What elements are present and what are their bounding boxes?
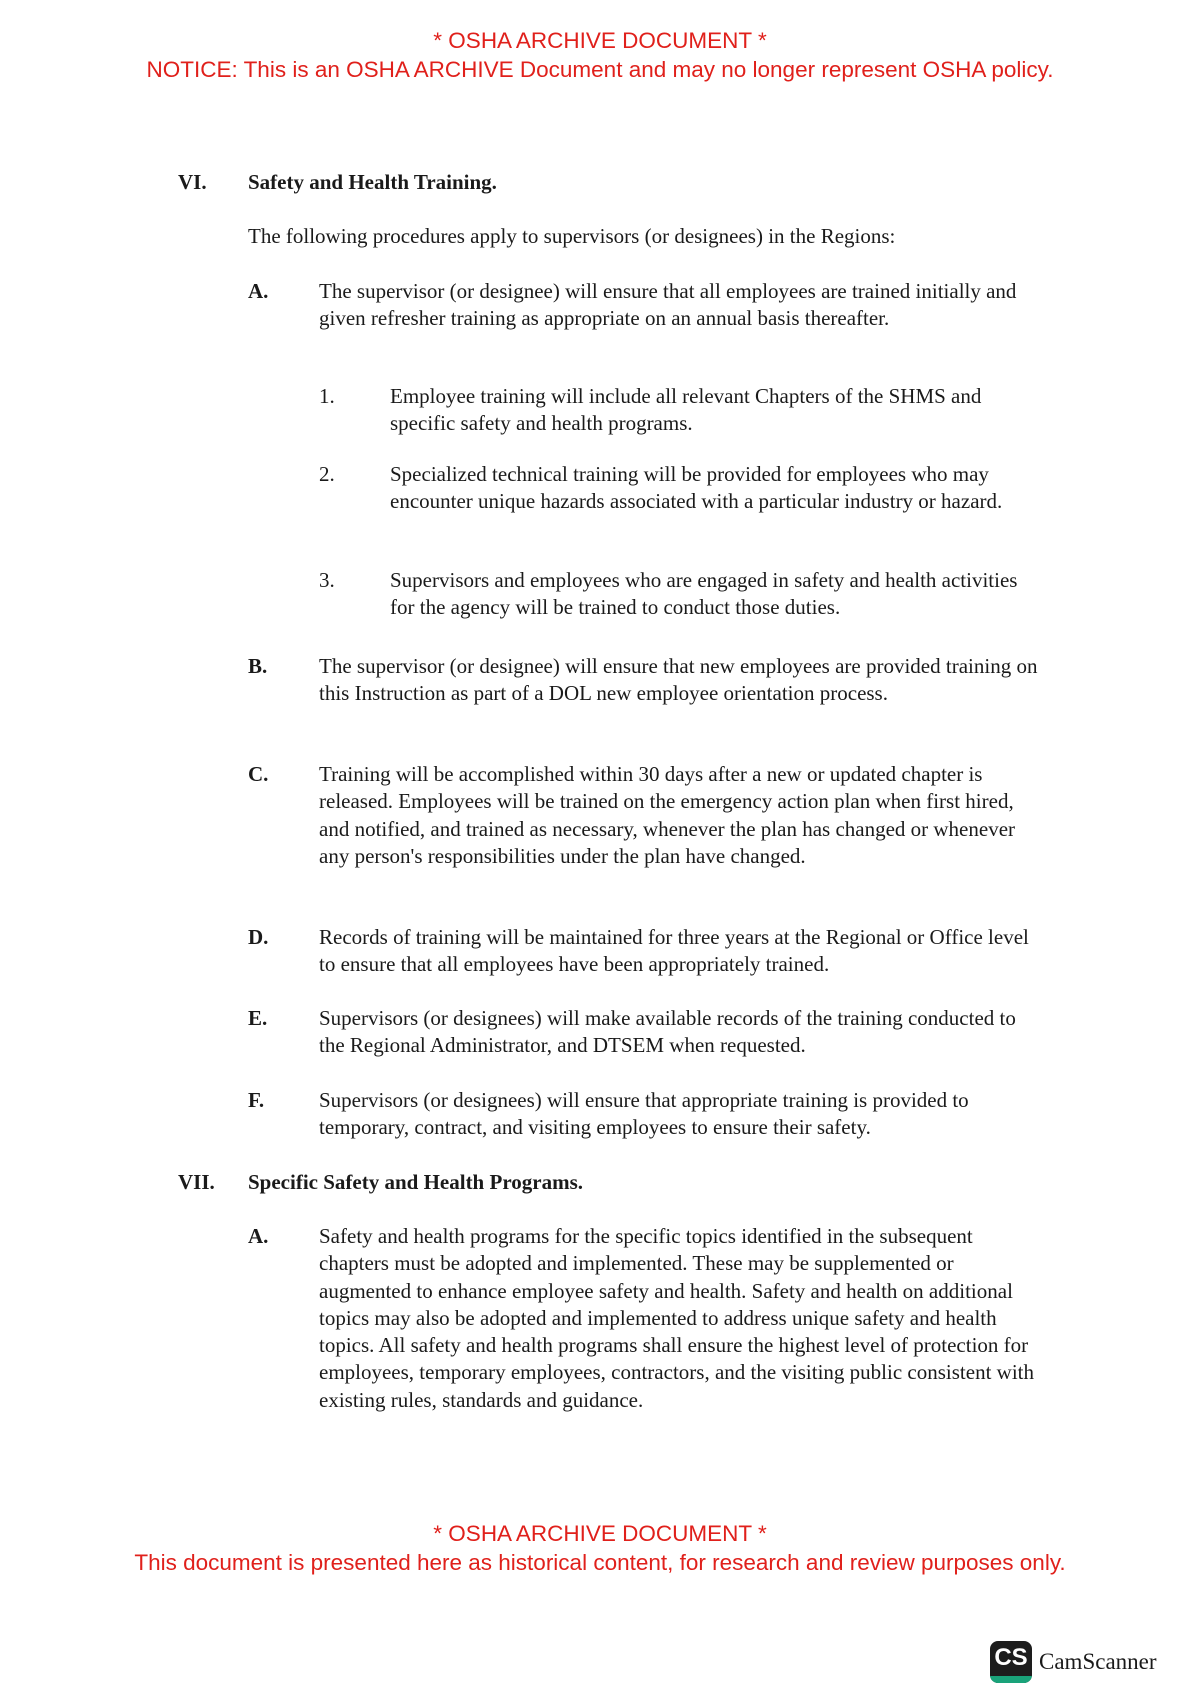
subitem-text: Employee training will include all relevant Chapters of the SHMS and specific safety and health programs.: [390, 384, 982, 436]
subitem-label: 2.: [319, 462, 335, 486]
archive-notice-top: NOTICE: This is an OSHA ARCHIVE Document and may no longer represent OSHA policy.: [146, 57, 1054, 82]
archive-title-bottom: * OSHA ARCHIVE DOCUMENT *: [433, 1521, 767, 1546]
item-text: Training will be accomplished within 30 days after a new or updated chapter is released. Employees will be trained on the emergency action plan when first hired, and notified, and trained as necessary, whenever the plan has changed or whenever any person's responsibilities under the plan have changed.: [319, 762, 1016, 868]
archive-title-top: * OSHA ARCHIVE DOCUMENT *: [433, 28, 767, 53]
item-text: Safety and health programs for the specific topics identified in the subsequent chapters must be adopted and implemented. These may be supplemented or augmented to enhance employee safety and health. Safety and health on additional topics may also be adopted and implemented to address unique safety and health topics. All safety and health programs shall ensure the highest level of protection for employees, temporary employees, contractors, and the visiting public consistent with existing rules, standards and guidance.: [319, 1224, 1034, 1412]
subitem-label: 3.: [319, 568, 335, 592]
subitem-text: Specialized technical training will be provided for employees who may encounter unique hazards associated with a particular industry or hazard.: [390, 462, 1003, 514]
item-text: The supervisor (or designee) will ensure that new employees are provided training on this Instruction as part of a DOL new employee orientation process.: [319, 654, 1038, 706]
subitem-text: Supervisors and employees who are engaged in safety and health activities for the agency will be trained to conduct those duties.: [390, 568, 1018, 620]
section-vii-numeral: VII.: [178, 1170, 215, 1194]
item-label: E.: [248, 1006, 268, 1030]
archive-banner-top: [0, 26, 1200, 84]
section-vii-title: Specific Safety and Health Programs.: [248, 1170, 583, 1194]
section-vi-numeral: VI.: [178, 170, 207, 194]
item-label: C.: [248, 762, 269, 786]
camscanner-watermark: [990, 1641, 1157, 1683]
camscanner-logo-icon: [990, 1641, 1032, 1683]
item-label: D.: [248, 925, 269, 949]
item-label: A.: [248, 1224, 269, 1248]
section-vi-intro: The following procedures apply to supervisors (or designees) in the Regions:: [248, 224, 896, 248]
item-label: A.: [248, 279, 269, 303]
item-label: F.: [248, 1088, 265, 1112]
item-label: B.: [248, 654, 268, 678]
item-text: The supervisor (or designee) will ensure that all employees are trained initially and given refresher training as appropriate on an annual basis thereafter.: [319, 279, 1017, 331]
subitem-label: 1.: [319, 384, 335, 408]
item-text: Supervisors (or designees) will ensure that appropriate training is provided to temporary, contract, and visiting employees to ensure their safety.: [319, 1088, 969, 1140]
section-vi-title: Safety and Health Training.: [248, 170, 497, 194]
archive-banner-bottom: [0, 1519, 1200, 1577]
camscanner-logo-text: CS: [994, 1644, 1028, 1671]
item-text: Supervisors (or designees) will make available records of the training conducted to the Regional Administrator, and DTSEM when requested.: [319, 1006, 1016, 1058]
camscanner-name: CamScanner: [1039, 1649, 1157, 1674]
item-text: Records of training will be maintained for three years at the Regional or Office level to ensure that all employees have been appropriately trained.: [319, 925, 1029, 977]
camscanner-logo-bar: [990, 1676, 1032, 1683]
archive-notice-bottom: This document is presented here as historical content, for research and review purposes only.: [134, 1550, 1066, 1575]
